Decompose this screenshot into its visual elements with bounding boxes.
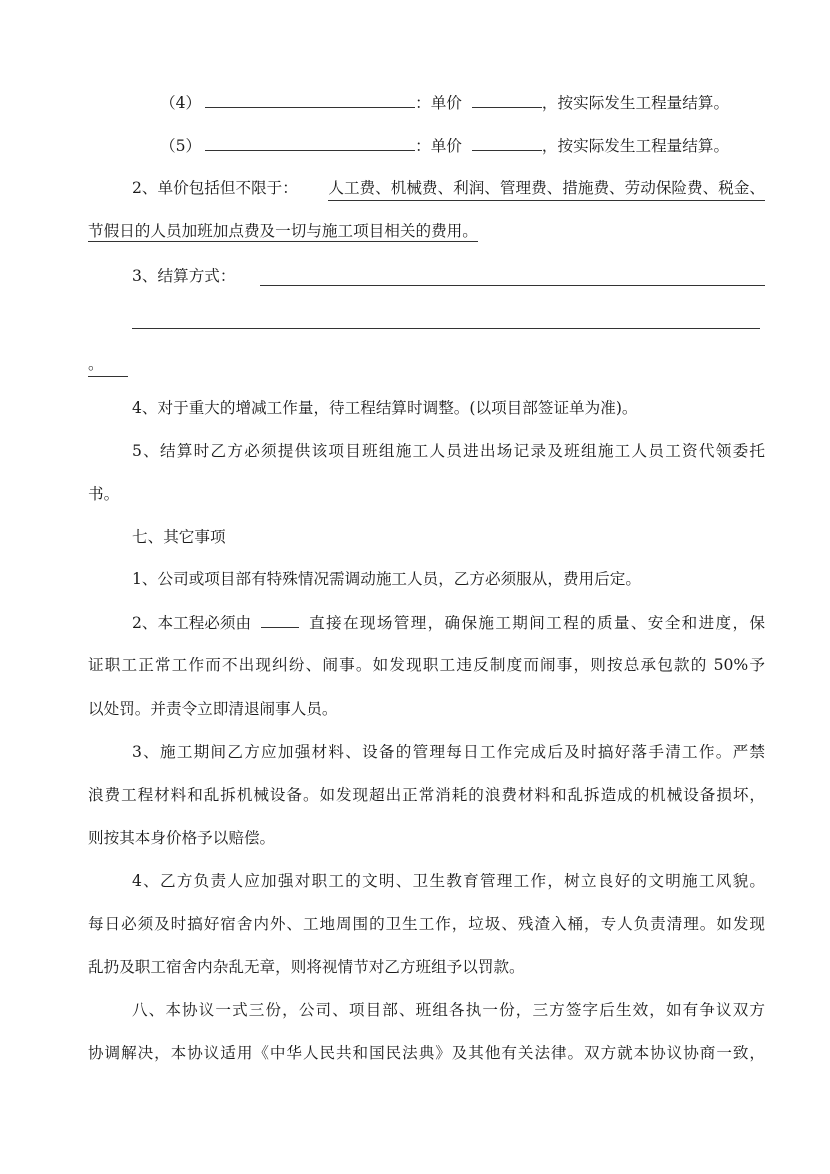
- item-5-line: [160, 134, 765, 156]
- clause-2-underlined: 人工费、机械费、利润、管理费、措施费、劳动保险费、税金、: [328, 177, 765, 201]
- section-7-item-4-line-1: 4、乙方负责人应加强对职工的文明、卫生教育管理工作，树立良好的文明施工风貌。: [132, 872, 765, 890]
- price-blank: [472, 91, 542, 108]
- clause-5-line-1: 5、结算时乙方必须提供该项目班组施工人员进出场记录及班组施工人员工资代领委托: [132, 442, 765, 460]
- item-2-rest: 直接在现场管理，确保施工期间工程的质量、安全和进度，保: [309, 614, 765, 632]
- section-7-item-3-line-3: 则按其本身价格予以赔偿。: [88, 829, 276, 847]
- price-label: ：单价: [415, 137, 462, 155]
- clause-5-line-2: 书。: [88, 485, 120, 503]
- item-tail: ，按实际发生工程量结算。: [541, 94, 730, 112]
- section-7-item-1: 1、公司或项目部有特殊情况需调动施工人员，乙方必须服从，费用后定。: [132, 570, 641, 588]
- item-name-blank: [205, 134, 415, 151]
- item-number: （4）: [160, 94, 202, 112]
- section-7-item-3-line-1: 3、施工期间乙方应加强材料、设备的管理每日工作完成后及时搞好落手清工作。严禁: [132, 743, 765, 761]
- section-7-item-3-line-2: 浪费工程材料和乱拆机械设备。如发现超出正常消耗的浪费材料和乱拆造成的机械设备损坏，: [88, 786, 765, 804]
- section-7-item-2-line-3: 以处罚。并责令立即清退闹事人员。: [88, 700, 338, 718]
- item-2-prefix: 2、本工程必须由: [132, 614, 252, 632]
- clause-3-end: [88, 353, 765, 375]
- section-7-item-2-line-2: 证职工正常工作而不出现纠纷、闹事。如发现职工违反制度而闹事，则按总承包款的 50%予: [88, 656, 765, 674]
- section-7-heading: 七、其它事项: [132, 528, 226, 546]
- clause-2-line-1: [132, 177, 765, 199]
- item-4-line: [160, 91, 765, 113]
- clause-3-period: 。: [88, 353, 128, 377]
- item-number: （5）: [160, 137, 202, 155]
- item-tail: ，按实际发生工程量结算。: [541, 137, 730, 155]
- clause-2-prefix: 2、单价包括但不限于：: [132, 179, 298, 197]
- section-8-line-2: 协调解决，本协议适用《中华人民共和国民法典》及其他有关法律。双方就本协议协商一致，: [88, 1044, 765, 1062]
- price-label: ：单价: [415, 94, 462, 112]
- manager-blank: [261, 611, 299, 628]
- section-7-item-4-line-3: 乱扔及职工宿舍内杂乱无章，则将视情节对乙方班组予以罚款。: [88, 958, 525, 976]
- section-8-line-1: 八、本协议一式三份，公司、项目部、班组各执一份，三方签字后生效，如有争议双方: [132, 1001, 765, 1019]
- clause-3-label: 3、结算方式：: [132, 267, 236, 285]
- clause-4: 4、对于重大的增减工作量，待工程结算时调整。(以项目部签证单为准)。: [132, 399, 638, 417]
- section-7-item-2-line-1: [132, 611, 765, 633]
- item-name-blank: [205, 91, 415, 108]
- settlement-blank-line-2: [132, 328, 760, 329]
- price-blank: [472, 134, 542, 151]
- settlement-blank-line-1: [260, 285, 765, 286]
- section-7-item-4-line-2: 每日必须及时搞好宿舍内外、工地周围的卫生工作，垃圾、残渣入桶，专人负责清理。如发现: [88, 915, 765, 933]
- clause-2-line-2: [88, 220, 765, 242]
- clause-2-underlined: 节假日的人员加班加点费及一切与施工项目相关的费用。: [88, 222, 478, 240]
